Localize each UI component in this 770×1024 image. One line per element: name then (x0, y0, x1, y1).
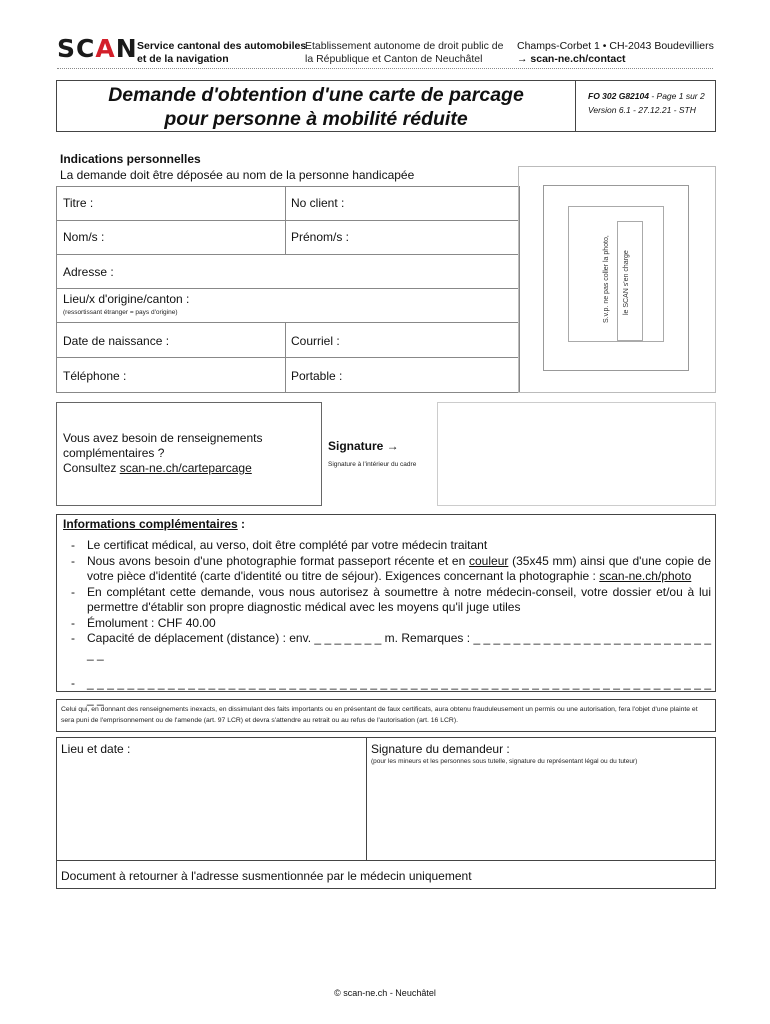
list-item: - En complétant cette demande, vous nous autorisez à soumettre à notre médecin-conseil, votre dossier et/ou à lui permettre d'établir son propre diagnostic médical avec les moyens qu'il juge utiles (71, 584, 711, 614)
carteparcage-link[interactable]: scan-ne.ch/carteparcage (119, 461, 252, 475)
courriel-field[interactable] (352, 326, 512, 354)
header-divider (57, 68, 713, 69)
noms-label: Nom/s : (63, 230, 105, 244)
photo-area (518, 166, 716, 393)
portable-field[interactable] (352, 361, 512, 389)
sig-demandeur-label: Signature du demandeur : (371, 742, 510, 756)
naissance-field[interactable] (172, 326, 277, 354)
row-lieu (56, 288, 520, 323)
scan-logo (57, 34, 138, 63)
row-adresse (56, 254, 520, 289)
row-titre (56, 186, 520, 221)
no-client-field[interactable] (357, 190, 512, 217)
photo-instruction-1: S.v.p. ne pas coller la photo, (603, 235, 610, 323)
photo-instruction-2: le SCAN s'en charge (623, 250, 630, 315)
signature-frame[interactable] (437, 402, 716, 506)
logo-text: SCAN (57, 34, 138, 63)
lieu-date-field[interactable] (61, 758, 361, 856)
lieu-field[interactable] (247, 292, 512, 319)
signature-block (56, 737, 716, 889)
personal-subheading: La demande doit être déposée au nom de la personne handicapée (60, 168, 415, 182)
complementary-box (56, 514, 716, 706)
telephone-label: Téléphone : (63, 369, 127, 383)
legal-text: Celui qui, en donnant des renseignements inexacts, en dissimulant des faits importants ou en présentant de faux certificats, aura obtenu frauduleusement un permis ou une autorisation, fera l'objet d'une plainte et sera puni de l'emprisonnement ou de l'amende (art. 97 LCR) et devra s'attendre au retrait ou au refus de l'autorisation (art. 16 LCR). (61, 706, 698, 724)
row-nom (56, 220, 520, 255)
contact-link[interactable]: → scan-ne.ch/contact (517, 53, 626, 65)
org-name: Service cantonal des automobiles et de la navigation (137, 40, 307, 65)
return-note: Document à retourner à l'adresse susmentionnée par le médecin uniquement (61, 869, 472, 883)
lieu-date-label: Lieu et date : (61, 742, 131, 756)
telephone-field[interactable] (137, 361, 277, 389)
row-naissance (56, 322, 520, 358)
footer-text: © scan-ne.ch - Neuchâtel (334, 988, 436, 998)
photo-link[interactable]: scan-ne.ch/photo (599, 569, 692, 583)
list-item: - Nous avons besoin d'une photographie format passeport récente et en couleur (35x45 mm) ainsi que d'une copie de votre pièce d'identité (carte d'identité ou titre de séjour). Exigences concernant la photographie : scan-ne.ch/photo (71, 553, 711, 583)
titre-label: Titre : (63, 196, 94, 210)
prenoms-label: Prénom/s : (291, 230, 350, 244)
lieu-label: Lieu/x d'origine/canton : (63, 292, 190, 306)
personal-heading: Indications personnelles (60, 152, 201, 166)
no-client-label: No client : (291, 196, 345, 210)
row-telephone (56, 357, 520, 393)
list-item: - Capacité de déplacement (distance) : env. _ _ _ _ _ _ _ m. Remarques : _ _ _ _ _ _ _ _ _ _ _ _ _ _ _ _ _ _ _ _ _ _ _ _ _ _ (71, 631, 711, 661)
establishment-info: Etablissement autonome de droit public de la République et Canton de Neuchâtel (305, 40, 504, 65)
info-box (56, 402, 322, 506)
info-text: Vous avez besoin de renseignements complémentaires ? Consultez scan-ne.ch/carteparcage (63, 431, 263, 475)
courriel-label: Courriel : (291, 334, 340, 348)
list-item: - Le certificat médical, au verso, doit être complété par votre médecin traitant (71, 538, 488, 552)
naissance-label: Date de naissance : (63, 334, 170, 348)
signature-note: Signature à l'intérieur du cadre (328, 461, 417, 468)
title-box (56, 80, 716, 132)
list-item: - Émolument : CHF 40.00 (71, 615, 216, 630)
photo-slot[interactable] (568, 206, 664, 342)
complementary-heading: Informations complémentaires : (63, 517, 246, 531)
prenoms-field[interactable] (357, 224, 512, 251)
portable-label: Portable : (291, 369, 343, 383)
list-item: - _ _ _ _ _ _ _ _ _ _ _ _ _ _ _ _ _ _ _ _ _ _ _ _ _ _ _ _ _ _ _ _ _ _ _ _ _ _ _ _ _ _ _ _ _ _ _ _ _ _ _ _ _ _ _ _ _ _ _ _ _ _ _ _ (71, 676, 711, 706)
lieu-note: (ressortissant étranger = pays d'origine) (63, 309, 178, 316)
adresse-field[interactable] (127, 258, 512, 285)
titre-field[interactable] (127, 190, 277, 217)
photo-frame (543, 185, 689, 371)
legal-box (56, 699, 716, 732)
adresse-label: Adresse : (63, 265, 114, 279)
complementary-list (57, 538, 711, 707)
address-info: Champs-Corbet 1 • CH-2043 Boudevilliers → scan-ne.ch/contact (517, 40, 714, 65)
form-reference: FO 302 G82104 - Page 1 sur 2 Version 6.1 - 27.12.21 - STH (588, 91, 705, 115)
sig-demandeur-field[interactable] (371, 770, 711, 856)
noms-field[interactable] (127, 224, 277, 251)
sig-demandeur-note: (pour les mineurs et les personnes sous tutelle, signature du représentant légal ou du tuteur) (371, 758, 638, 765)
signature-label: Signature → (328, 439, 399, 453)
form-title: Demande d'obtention d'une carte de parcage pour personne à mobilité réduite (108, 84, 524, 130)
